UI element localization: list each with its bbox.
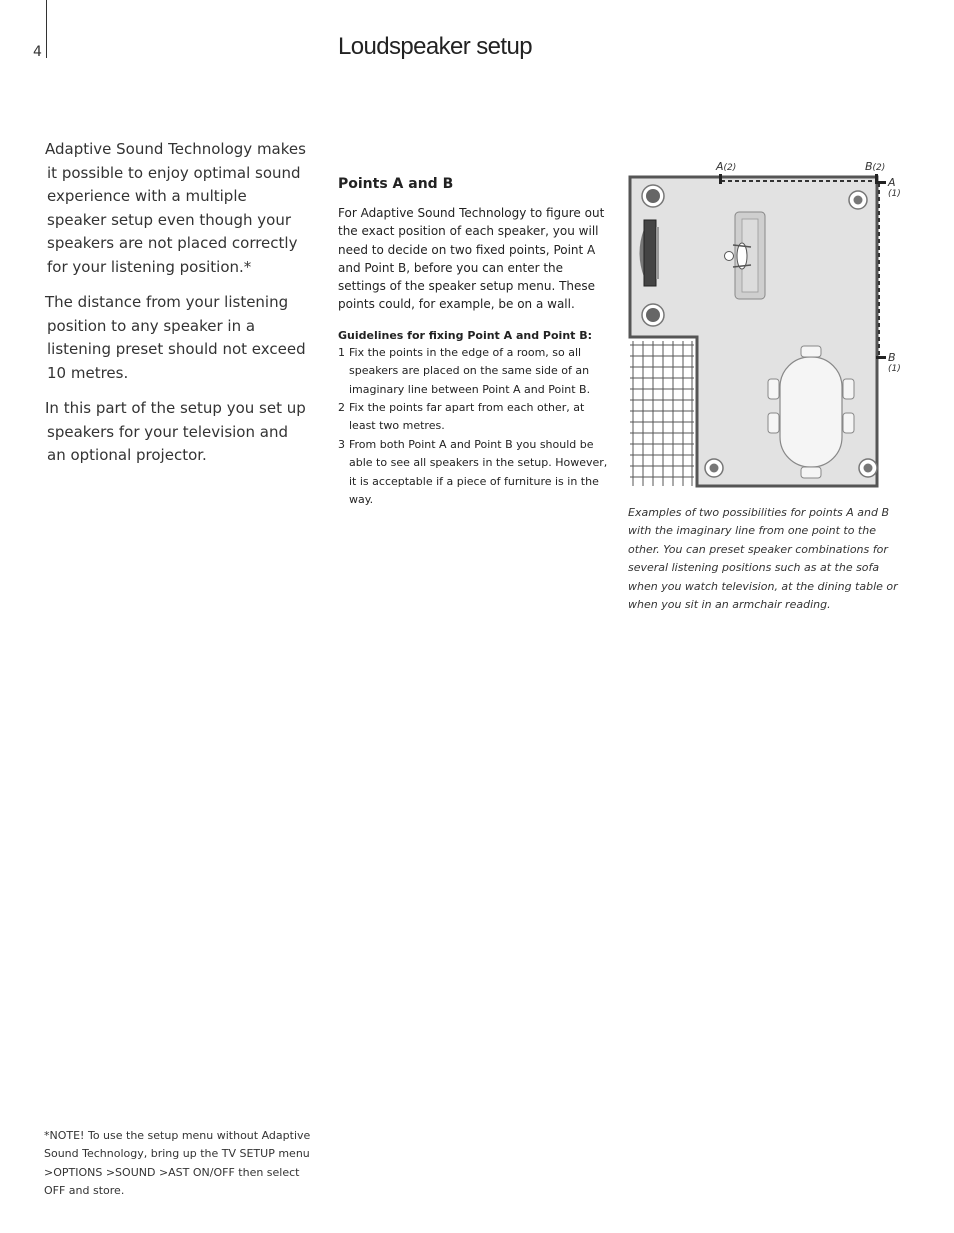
intro-column xyxy=(47,138,309,480)
page-title: Loudspeaker setup xyxy=(338,33,532,60)
speaker-icon xyxy=(705,459,723,477)
guidelines-heading: Guidelines for fixing Point A and Point B: xyxy=(338,328,593,342)
guideline-text: Fix the points in the edge of a room, so all speakers are placed on the same side of an imaginary line between Point A and Point B. xyxy=(349,345,591,396)
guideline-item xyxy=(338,399,614,436)
page-number: 4 xyxy=(33,44,42,60)
margin-rule xyxy=(46,0,47,58)
speaker-icon xyxy=(849,191,867,209)
intro-paragraph: In this part of the setup you set up speakers for your television and an optional projector. xyxy=(45,399,306,464)
footnote: *NOTE! To use the setup menu without Adaptive Sound Technology, bring up the TV SETUP menu >OPTIONS >SOUND >AST ON/OFF then select OFF and store. xyxy=(44,1129,311,1198)
point-a2-sub: (2) xyxy=(723,163,737,173)
point-a2-marker xyxy=(719,174,722,184)
point-a2-letter: A xyxy=(716,160,724,173)
intro-paragraph: Adaptive Sound Technology makes it possible to enjoy optimal sound experience with a multiple speaker setup even though your speakers are not placed correctly for your listening position.* xyxy=(45,140,306,276)
guidelines-list xyxy=(338,344,614,510)
intro-paragraph: The distance from your listening position to any speaker in a listening preset should not exceed 10 metres. xyxy=(45,293,306,382)
section-heading: Points A and B xyxy=(338,176,454,192)
speaker-icon xyxy=(859,459,877,477)
dining-table-icon xyxy=(780,357,842,467)
guideline-item xyxy=(338,344,614,399)
point-b2-letter: B xyxy=(865,160,873,173)
speaker-icon xyxy=(642,304,664,326)
point-label xyxy=(865,160,885,173)
point-b2-sub: (2) xyxy=(872,163,886,173)
guideline-text: From both Point A and Point B you should be able to see all speakers in the setup. However, it is acceptable if a piece of furniture is in the way. xyxy=(349,437,608,507)
guideline-item xyxy=(338,436,614,510)
point-label xyxy=(715,160,736,173)
point-a1-marker xyxy=(876,181,886,184)
point-a1-sub: (1) xyxy=(888,189,901,199)
point-a1-letter: A xyxy=(888,176,896,189)
points-section xyxy=(338,176,614,509)
room-diagram xyxy=(622,155,912,495)
speaker-icon xyxy=(642,185,664,207)
section-body: For Adaptive Sound Technology to figure out the exact position of each speaker, you will need to decide on two fixed points, Point A and Point B, before you can enter the settings of the speaker setup menu. These points could, for example, be on a wall. xyxy=(338,206,605,312)
point-b1-sub: (1) xyxy=(888,364,901,374)
point-b1-letter: B xyxy=(888,351,896,364)
point-b1-marker xyxy=(876,356,886,359)
guideline-number: 1 xyxy=(338,345,345,359)
guideline-text: Fix the points far apart from each other, at least two metres. xyxy=(349,401,585,433)
guideline-number: 2 xyxy=(338,401,345,414)
hatched-area xyxy=(630,341,694,486)
guideline-number: 3 xyxy=(338,437,345,451)
diagram-caption: Examples of two possibilities for points A and B with the imaginary line from one point to the other. You can preset speaker combinations for several listening positions such as at the sofa when you watch television, at the dining table or when you sit in an armchair reading. xyxy=(628,506,898,612)
